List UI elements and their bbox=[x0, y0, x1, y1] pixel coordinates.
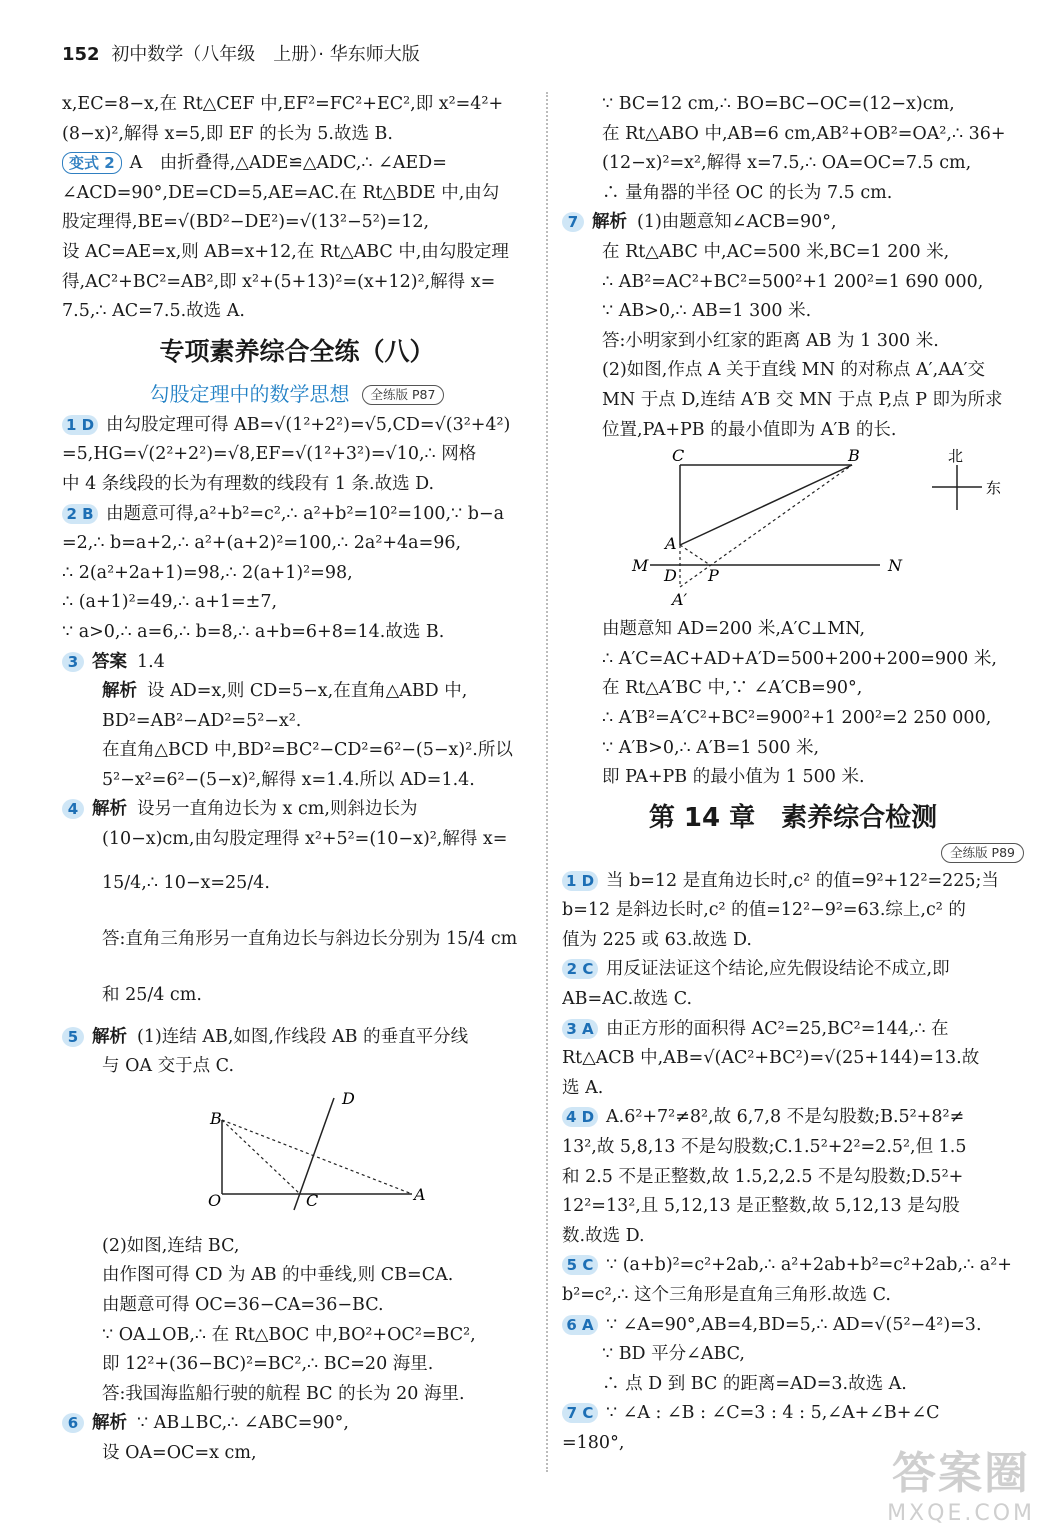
text-line bbox=[62, 677, 532, 707]
text-span: ∵ (a+b)²=c²+2ab,∴ a²+2ab+b²=c²+2ab,∴ a²+ bbox=[606, 1255, 1012, 1276]
text-line: AB=AC.故选 C. bbox=[562, 989, 693, 1010]
text-line: 答:直角三角形另一直角边长与斜边长分别为 15/4 cm bbox=[102, 928, 518, 949]
text-span: A 由折叠得,△ADE≌△ADC,∴ ∠AED= bbox=[129, 153, 447, 174]
text-span: 由勾股定理可得 AB=√(1²+2²)=√5,CD=√(3²+4²) bbox=[106, 414, 511, 435]
text-line: ∵ BD 平分∠ABC, bbox=[602, 1344, 745, 1365]
text-line: 在 Rt△ABC 中,AC=500 米,BC=1 200 米, bbox=[602, 241, 950, 262]
segment-bc bbox=[222, 1120, 300, 1194]
text-line: 和 2.5 不是正整数,故 1.5,2,2.5 不是勾股数;D.5²+ bbox=[562, 1166, 964, 1187]
text-line: ∴ (a+1)²=49,∴ a+1=±7, bbox=[62, 592, 278, 613]
question-line bbox=[562, 1103, 1024, 1133]
chapter-title: 第 14 章 素养综合检测 bbox=[648, 802, 938, 833]
text-line: =5,HG=√(2²+2²)=√8,EF=√(1²+3²)=√10,∴ 网格 bbox=[62, 444, 477, 465]
text-line: 和 25/4 cm. bbox=[102, 984, 202, 1005]
question-number: 3 bbox=[62, 652, 84, 672]
question-line bbox=[62, 1409, 532, 1439]
page-number: 152 bbox=[62, 44, 100, 65]
text-line: b²=c²,∴ 这个三角形是直角三角形.故选 C. bbox=[562, 1285, 891, 1305]
question-line bbox=[62, 648, 532, 678]
text-line: ∵ BC=12 cm,∴ BO=BC−OC=(12−x)cm, bbox=[602, 94, 955, 114]
text-line: ∴ A′B²=A′C²+BC²=900²+1 200²=2 250 000, bbox=[602, 707, 992, 728]
page-header bbox=[62, 40, 420, 66]
text-line: 答:小明家到小红家的距离 AB 为 1 300 米. bbox=[602, 330, 939, 351]
text-line: 由题意可得 OC=36−CA=36−BC. bbox=[102, 1295, 384, 1316]
text-line: ∠ACD=90°,DE=CD=5,AE=AC.在 Rt△BDE 中,由勾 bbox=[62, 182, 500, 203]
text-line: 设 AC=AE=x,则 AB=x+12,在 Rt△ABC 中,由勾股定理 bbox=[62, 241, 509, 262]
text-line: (12−x)²=x²,解得 x=7.5,∴ OA=OC=7.5 cm, bbox=[602, 153, 972, 174]
question-number: 7 C bbox=[562, 1403, 598, 1423]
text-span: 设另一直角边长为 x cm,则斜边长为 bbox=[137, 799, 418, 820]
point-label: N bbox=[888, 556, 902, 576]
text-span: ∵ AB⊥BC,∴ ∠ABC=90°, bbox=[137, 1413, 349, 1434]
text-line: (8−x)²,解得 x=5,即 EF 的长为 5.故选 B. bbox=[62, 123, 393, 144]
segment-ab bbox=[680, 465, 852, 545]
text-line: =2,∴ b=a+2,∴ a²+(a+2)²=100,∴ 2a²+4a=96, bbox=[62, 533, 462, 554]
question-number: 1 D bbox=[562, 871, 598, 891]
column-divider bbox=[546, 92, 548, 1472]
text-span: ∵ ∠A=90°,AB=4,BD=5,∴ AD=√(5²−4²)=3. bbox=[606, 1314, 982, 1335]
text-line: ∵ OA⊥OB,∴ 在 Rt△BOC 中,BO²+OC²=BC², bbox=[102, 1324, 476, 1345]
question-number: 2 C bbox=[562, 959, 598, 979]
answer-label: 答案 bbox=[92, 651, 127, 672]
geometry-figure bbox=[562, 445, 1024, 615]
point-label: A′ bbox=[672, 590, 688, 610]
right-column bbox=[562, 90, 1024, 1459]
question-line bbox=[562, 955, 1024, 985]
text-line: 选 A. bbox=[562, 1077, 604, 1098]
point-label: A bbox=[665, 534, 677, 554]
text-line: 在 Rt△A′BC 中,∵ ∠A′CB=90°, bbox=[602, 678, 863, 699]
text-line: 在 Rt△ABO 中,AB=6 cm,AB²+OB²=OA²,∴ 36+ bbox=[602, 123, 1006, 144]
text-line: ∵ AB>0,∴ AB=1 300 米. bbox=[602, 301, 812, 322]
point-label: B bbox=[848, 446, 860, 466]
variant-badge: 变式 2 bbox=[62, 152, 122, 174]
point-label: B bbox=[210, 1108, 222, 1128]
segment-a2b bbox=[680, 465, 852, 587]
question-number: 3 A bbox=[562, 1019, 598, 1039]
text-line: MN 于点 D,连结 A′B 交 MN 于点 P,点 P 即为所求 bbox=[602, 389, 1003, 410]
text-line: ∴ A′C=AC+AD+A′D=500+200+200=900 米, bbox=[602, 648, 997, 669]
text-line: 得,AC²+BC²=AB²,即 x²+(5+13)²=(x+12)²,解得 x= bbox=[62, 271, 496, 292]
section-subtitle bbox=[62, 377, 532, 411]
analysis-label: 解析 bbox=[92, 799, 127, 820]
book-title: 初中数学（八年级 上册）· 华东师大版 bbox=[111, 44, 420, 65]
question-number: 6 bbox=[62, 1413, 84, 1433]
point-label: D bbox=[342, 1088, 355, 1108]
text-line: 股定理得,BE=√(BD²−DE²)=√(13²−5²)=12, bbox=[62, 212, 430, 233]
text-line: ∴ 点 D 到 BC 的距离=AD=3.故选 A. bbox=[602, 1373, 907, 1394]
figure-perpendicular-bisector bbox=[62, 1082, 532, 1232]
text-span: 设 AD=x,则 CD=5−x,在直角△ABD 中, bbox=[147, 681, 468, 702]
text-line: 由作图可得 CD 为 AB 的中垂线,则 CB=CA. bbox=[102, 1265, 454, 1286]
text-span: 当 b=12 是直角边长时,c² 的值=9²+12²=225;当 bbox=[606, 870, 999, 891]
question-line bbox=[562, 867, 1024, 897]
watermark-logo-text: 答案圈 bbox=[892, 1448, 1031, 1499]
question-number: 4 bbox=[62, 799, 84, 819]
text-line: 即 PA+PB 的最小值为 1 500 米. bbox=[602, 767, 865, 788]
figure-shortest-path bbox=[562, 445, 1024, 615]
question-line bbox=[562, 1399, 1024, 1429]
chapter-ref-row bbox=[562, 843, 1024, 867]
text-span: 用反证法证这个结论,应先假设结论不成立,即 bbox=[606, 959, 950, 980]
text-line: 位置,PA+PB 的最小值即为 A′B 的长. bbox=[602, 419, 897, 440]
text-line: (2)如图,连结 BC, bbox=[102, 1235, 240, 1256]
text-line bbox=[62, 149, 532, 179]
text-line: ∴ 量角器的半径 OC 的长为 7.5 cm. bbox=[602, 182, 893, 203]
analysis-label: 解析 bbox=[592, 212, 627, 233]
point-label: C bbox=[306, 1190, 319, 1210]
question-line bbox=[562, 1311, 1024, 1341]
question-number: 7 bbox=[562, 212, 584, 232]
text-line: (10−x)cm,由勾股定理得 x²+5²=(10−x)²,解得 x= bbox=[102, 829, 508, 850]
point-label: M bbox=[632, 556, 649, 576]
text-span: (1)连结 AB,如图,作线段 AB 的垂直平分线 bbox=[137, 1026, 469, 1047]
answer-value: 1.4 bbox=[137, 651, 165, 672]
point-label: C bbox=[672, 446, 685, 466]
watermark-url: MXQE.COM bbox=[887, 1501, 1035, 1526]
segment-ap bbox=[680, 545, 710, 565]
question-line bbox=[562, 208, 1024, 238]
question-number: 4 D bbox=[562, 1107, 598, 1127]
text-line: 与 OA 交于点 C. bbox=[102, 1056, 235, 1077]
compass-east-label: 东 bbox=[986, 479, 1002, 498]
text-line: b=12 是斜边长时,c² 的值=12²−9²=63.综上,c² 的 bbox=[562, 900, 966, 921]
text-line: ∵ A′B>0,∴ A′B=1 500 米, bbox=[602, 737, 820, 758]
question-number: 1 D bbox=[62, 415, 98, 435]
analysis-label: 解析 bbox=[102, 681, 137, 702]
text-line: x,EC=8−x,在 Rt△CEF 中,EF²=FC²+EC²,即 x²=4²+ bbox=[62, 94, 504, 114]
text-line: (2)如图,作点 A 关于直线 MN 的对称点 A′,AA′交 bbox=[602, 360, 985, 381]
text-span: 由正方形的面积得 AC²=25,BC²=144,∴ 在 bbox=[606, 1018, 949, 1039]
point-label: P bbox=[708, 566, 719, 586]
point-label: D bbox=[664, 566, 677, 586]
text-line: 在直角△BCD 中,BD²=BC²−CD²=6²−(5−x)².所以 bbox=[102, 740, 513, 761]
text-line: 即 12²+(36−BC)²=BC²,∴ BC=20 海里. bbox=[102, 1354, 434, 1375]
watermark bbox=[887, 1437, 1035, 1526]
question-number: 5 bbox=[62, 1027, 84, 1047]
analysis-label: 解析 bbox=[92, 1026, 127, 1047]
analysis-label: 解析 bbox=[92, 1413, 127, 1434]
text-line: =180°, bbox=[562, 1432, 625, 1453]
left-column bbox=[62, 90, 532, 1469]
subtitle-text: 勾股定理中的数学思想 bbox=[149, 381, 350, 406]
text-line: 设 OA=OC=x cm, bbox=[102, 1443, 257, 1463]
text-line: BD²=AB²−AD²=5²−x². bbox=[102, 710, 302, 731]
text-line: Rt△ACB 中,AB=√(AC²+BC²)=√(25+144)=13.故 bbox=[562, 1048, 980, 1069]
text-line: 答:我国海监船行驶的航程 BC 的长为 20 海里. bbox=[102, 1383, 465, 1404]
question-line bbox=[562, 1015, 1024, 1045]
text-span: 由题意可得,a²+b²=c²,∴ a²+b²=10²=100,∵ b−a bbox=[106, 503, 505, 524]
question-line bbox=[562, 1251, 1024, 1281]
text-line: 13²,故 5,8,13 不是勾股数;C.1.5²+2²=2.5²,但 1.5 bbox=[562, 1137, 967, 1158]
question-line bbox=[62, 500, 532, 530]
text-span: ∵ ∠A : ∠B : ∠C=3 : 4 : 5,∠A+∠B+∠C bbox=[606, 1403, 940, 1424]
page-ref-badge: 全练版 P89 bbox=[941, 843, 1024, 863]
text-span: A.6²+7²≠8²,故 6,7,8 不是勾股数;B.5²+8²≠ bbox=[606, 1107, 965, 1128]
text-line: 数.故选 D. bbox=[562, 1225, 645, 1246]
question-number: 2 B bbox=[62, 504, 98, 524]
text-line: 由题意知 AD=200 米,A′C⊥MN, bbox=[602, 619, 866, 640]
segment-ab bbox=[222, 1120, 412, 1194]
text-line: ∵ a>0,∴ a=6,∴ b=8,∴ a+b=6+8=14.故选 B. bbox=[62, 621, 445, 642]
point-label: O bbox=[208, 1190, 222, 1210]
question-line bbox=[62, 795, 532, 825]
question-number: 6 A bbox=[562, 1315, 598, 1335]
question-number: 5 C bbox=[562, 1255, 598, 1275]
page-ref-badge: 全练版 P87 bbox=[362, 385, 445, 405]
section-title: 专项素养综合全练（八） bbox=[159, 336, 435, 366]
geometry-figure bbox=[62, 1082, 532, 1232]
question-line bbox=[62, 1023, 532, 1053]
text-line: ∴ 2(a²+2a+1)=98,∴ 2(a+1)²=98, bbox=[62, 562, 353, 583]
text-span: (1)由题意知∠ACB=90°, bbox=[637, 212, 837, 233]
text-line: 7.5,∴ AC=7.5.故选 A. bbox=[62, 301, 245, 322]
text-line: 值为 225 或 63.故选 D. bbox=[562, 929, 752, 950]
text-line: 12²=13²,且 5,12,13 是正整数,故 5,12,13 是勾股 bbox=[562, 1196, 960, 1217]
text-line: ∴ AB²=AC²+BC²=500²+1 200²=1 690 000, bbox=[602, 271, 984, 292]
text-line: 中 4 条线段的长为有理数的线段有 1 条.故选 D. bbox=[62, 473, 435, 494]
text-line: 5²−x²=6²−(5−x)²,解得 x=1.4.所以 AD=1.4. bbox=[102, 769, 475, 790]
question-line bbox=[62, 411, 532, 441]
text-line: 15/4,∴ 10−x=25/4. bbox=[102, 872, 270, 893]
point-label: A bbox=[414, 1184, 426, 1204]
compass-north-label: 北 bbox=[948, 447, 964, 466]
